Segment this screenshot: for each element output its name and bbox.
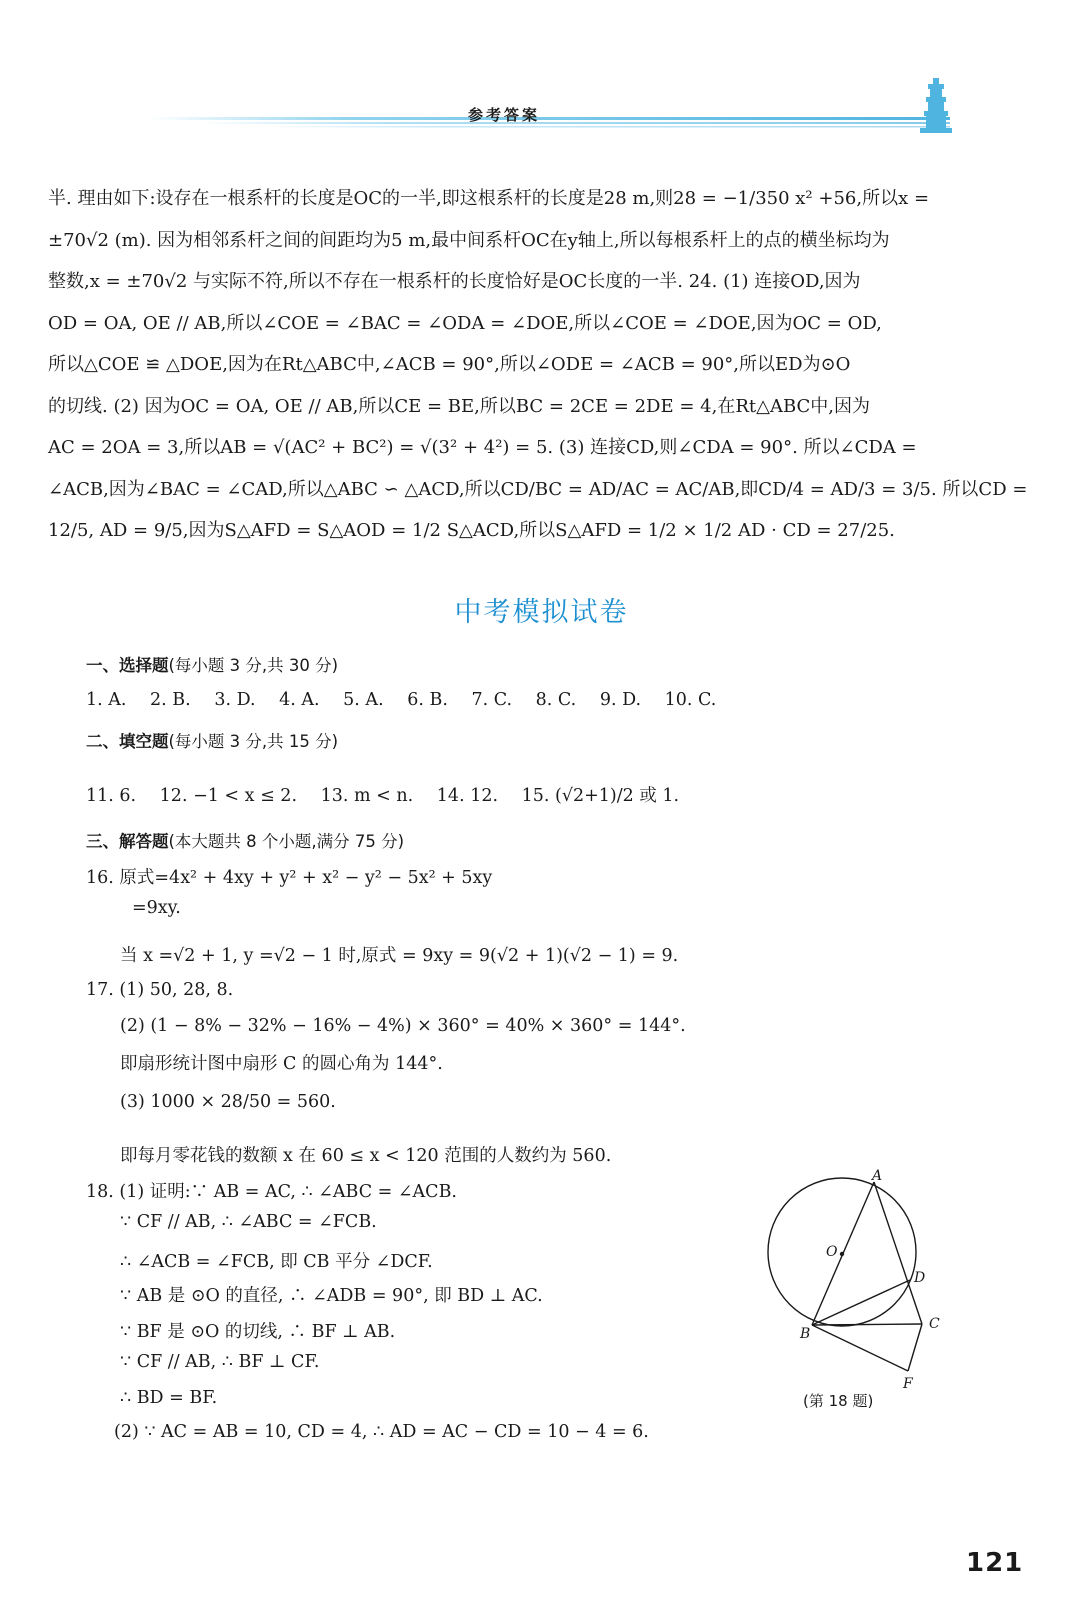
answer-item: 13. m < n. <box>320 786 414 806</box>
label-a: A <box>872 1168 883 1184</box>
part3-heading <box>86 828 404 852</box>
q17-line: 即每月零花钱的数额 x 在 60 ≤ x < 120 范围的人数约为 560. <box>120 1146 612 1166</box>
answer-item: 3. D. <box>214 690 256 710</box>
q17-line: 即扇形统计图中扇形 C 的圆心角为 144°. <box>120 1054 443 1074</box>
label-f: F <box>903 1376 913 1392</box>
label-c: C <box>929 1316 940 1332</box>
q18-line: ∵ AB 是 ⊙O 的直径, ∴ ∠ADB = 90°, 即 BD ⊥ AC. <box>120 1286 543 1306</box>
part2-heading <box>86 728 338 752</box>
text-line: OD = OA, OE // AB,所以∠COE = ∠BAC = ∠ODA = ∠DOE,所以∠COE = ∠DOE,因为OC = OD, <box>48 312 882 334</box>
section-title: 中考模拟试卷 <box>454 597 629 628</box>
text-line: ∠ACB,因为∠BAC = ∠CAD,所以△ABC ∽ △ACD,所以CD/BC = AD/AC = AC/AB,即CD/4 = AD/3 = 3/5. 所以CD = <box>48 478 1028 500</box>
part3-heading-text: 三、解答题 <box>86 832 169 851</box>
answer-item: 9. D. <box>599 690 642 710</box>
answer-item: 12. −1 < x ≤ 2. <box>159 786 298 806</box>
center-point <box>840 1252 844 1256</box>
figure-svg <box>760 1168 960 1418</box>
segment-bf <box>812 1325 908 1371</box>
part1-heading-text: 一、选择题 <box>86 656 169 675</box>
label-d: D <box>914 1270 926 1286</box>
q18-line: 18. (1) 证明:∵ AB = AC, ∴ ∠ABC = ∠ACB. <box>86 1182 457 1202</box>
pagoda-icon <box>920 78 952 133</box>
part1-heading-note: (每小题 3 分,共 30 分) <box>168 656 339 675</box>
text-line: 的切线. (2) 因为OC = OA, OE // AB,所以CE = BE,所以BC = 2CE = 2DE = 4,在Rt△ABC中,因为 <box>48 395 871 417</box>
q17-line: (3) 1000 × 28/50 = 560. <box>120 1092 336 1112</box>
text-line: 所以△COE ≌ △DOE,因为在Rt△ABC中,∠ACB = 90°,所以∠ODE = ∠ACB = 90°,所以ED为⊙O <box>48 354 851 375</box>
geometry-figure <box>760 1168 960 1418</box>
answer-item: 15. (√2+1)/2 或 1. <box>521 786 680 806</box>
figure-caption: (第 18 题) <box>803 1392 874 1410</box>
header-decoration <box>0 0 1083 150</box>
part3-heading-note: (本大题共 8 个小题,满分 75 分) <box>168 832 405 851</box>
q17-line: (2) (1 − 8% − 32% − 16% − 4%) × 360° = 40% × 360° = 144°. <box>120 1016 686 1036</box>
part1-heading <box>86 652 338 676</box>
fill-answers <box>86 782 697 807</box>
text-line: 12/5, AD = 9/5,因为S△AFD = S△AOD = 1/2 S△ACD,所以S△AFD = 1/2 × 1/2 AD · CD = 27/25. <box>48 520 895 541</box>
text-line: AC = 2OA = 3,所以AB = √(AC² + BC²) = √(3² + 4²) = 5. (3) 连接CD,则∠CDA = 90°. 所以∠CDA = <box>48 437 917 458</box>
q18-line: ∵ BF 是 ⊙O 的切线, ∴ BF ⊥ AB. <box>120 1322 396 1342</box>
q16-line: =9xy. <box>132 898 181 918</box>
answer-item: 10. C. <box>664 690 717 710</box>
answer-item: 5. A. <box>343 690 384 710</box>
segment-cf <box>908 1324 922 1371</box>
q18-line: (2) ∵ AC = AB = 10, CD = 4, ∴ AD = AC − CD = 10 − 4 = 6. <box>114 1422 649 1442</box>
text-line: 半. 理由如下:设存在一根系杆的长度是OC的一半,即这根系杆的长度是28 m,则28 = −1/350 x² +56,所以x = <box>48 188 930 209</box>
answer-item: 14. 12. <box>436 786 499 806</box>
answer-item: 11. 6. <box>86 786 137 806</box>
answer-item: 8. C. <box>535 690 577 710</box>
label-b: B <box>800 1326 811 1342</box>
answer-item: 6. B. <box>407 690 448 710</box>
label-o: O <box>826 1244 838 1260</box>
segment-bc <box>812 1324 922 1325</box>
q16-line: 当 x =√2 + 1, y =√2 − 1 时,原式 = 9xy = 9(√2 + 1)(√2 − 1) = 9. <box>120 946 679 966</box>
q18-line: ∴ BD = BF. <box>120 1388 218 1408</box>
answer-item: 7. C. <box>471 690 513 710</box>
page-number: 121 <box>966 1548 1024 1578</box>
q18-line: ∵ CF // AB, ∴ ∠ABC = ∠FCB. <box>120 1212 377 1232</box>
q16-line: 16. 原式=4x² + 4xy + y² + x² − y² − 5x² + 5xy <box>86 868 493 888</box>
text-line: 整数,x = ±70√2 与实际不符,所以不存在一根系杆的长度恰好是OC长度的一半. 24. (1) 连接OD,因为 <box>48 271 861 292</box>
part2-heading-note: (每小题 3 分,共 15 分) <box>168 732 339 751</box>
choice-answers <box>86 690 734 710</box>
q18-line: ∴ ∠ACB = ∠FCB, 即 CB 平分 ∠DCF. <box>120 1252 433 1272</box>
text-line: ±70√2 (m). 因为相邻系杆之间的间距均为5 m,最中间系杆OC在y轴上,所以每根系杆上的点的横坐标均为 <box>48 229 890 251</box>
answer-continuation <box>48 178 1038 552</box>
answer-item: 1. A. <box>86 690 127 710</box>
answer-item: 4. A. <box>279 690 320 710</box>
q17-line: 17. (1) 50, 28, 8. <box>86 980 234 1000</box>
header-title: 参考答案 <box>468 106 541 124</box>
page-header <box>0 0 1083 150</box>
answer-item: 2. B. <box>150 690 191 710</box>
q18-line: ∵ CF // AB, ∴ BF ⊥ CF. <box>120 1352 320 1372</box>
part2-heading-text: 二、填空题 <box>86 732 169 751</box>
